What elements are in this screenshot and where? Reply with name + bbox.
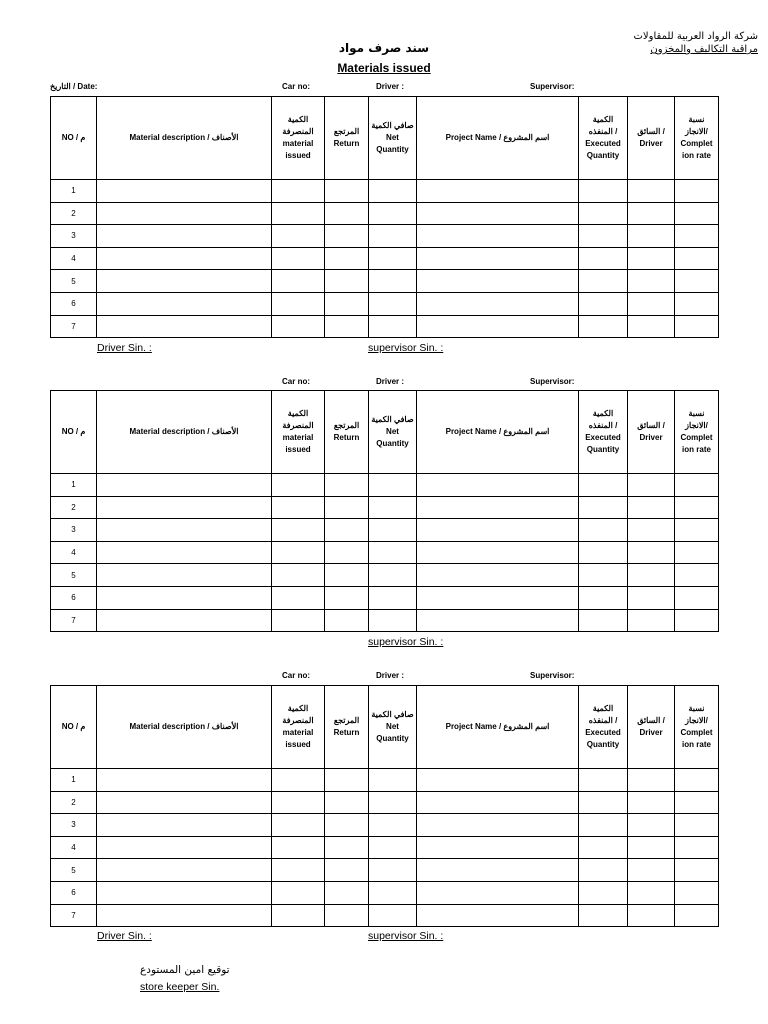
cell-executed-quantity[interactable] bbox=[579, 609, 628, 632]
cell-net-quantity[interactable] bbox=[369, 609, 417, 632]
header-no: NO / م bbox=[51, 391, 97, 474]
cell-completion-rate[interactable] bbox=[675, 225, 719, 248]
cell-completion-rate[interactable] bbox=[675, 496, 719, 519]
header-completion-rate: نسبة الانجاز/ Complet ion rate bbox=[675, 391, 719, 474]
row-number: 7 bbox=[51, 904, 97, 927]
car-no-label: Car no: bbox=[282, 671, 310, 680]
supervisor-signature-label: supervisor Sin. : bbox=[368, 930, 444, 942]
table-row bbox=[51, 315, 719, 338]
cell-completion-rate[interactable] bbox=[675, 791, 719, 814]
cell-material-issued[interactable] bbox=[272, 564, 325, 587]
table-row bbox=[51, 881, 719, 904]
cell-material-issued[interactable] bbox=[272, 791, 325, 814]
driver-label: Driver : bbox=[376, 671, 405, 680]
row-number: 3 bbox=[51, 519, 97, 542]
table-row bbox=[51, 496, 719, 519]
cell-material-issued[interactable] bbox=[272, 586, 325, 609]
supervisor-signature-label: supervisor Sin. : bbox=[368, 342, 444, 354]
header-project-name: Project Name / اسم المشروع bbox=[417, 391, 579, 474]
cell-material-issued[interactable] bbox=[272, 180, 325, 203]
cell-driver[interactable] bbox=[628, 904, 675, 927]
cell-driver[interactable] bbox=[628, 519, 675, 542]
cell-return[interactable] bbox=[325, 247, 369, 270]
cell-project-name[interactable] bbox=[417, 315, 579, 338]
cell-description[interactable] bbox=[97, 315, 272, 338]
cell-return[interactable] bbox=[325, 769, 369, 792]
cell-driver[interactable] bbox=[628, 247, 675, 270]
cell-description[interactable] bbox=[97, 791, 272, 814]
row-number: 4 bbox=[51, 836, 97, 859]
header-row bbox=[51, 686, 719, 769]
row-number: 1 bbox=[51, 474, 97, 497]
row-number: 2 bbox=[51, 791, 97, 814]
row-number: 2 bbox=[51, 202, 97, 225]
cell-material-issued[interactable] bbox=[272, 904, 325, 927]
row-number: 1 bbox=[51, 180, 97, 203]
supervisor-label: Supervisor: bbox=[530, 377, 575, 386]
cell-project-name[interactable] bbox=[417, 881, 579, 904]
row-number: 4 bbox=[51, 247, 97, 270]
cell-driver[interactable] bbox=[628, 541, 675, 564]
cell-driver[interactable] bbox=[628, 474, 675, 497]
cell-description[interactable] bbox=[97, 586, 272, 609]
driver-signature-label: Driver Sin. : bbox=[97, 342, 152, 354]
row-number: 6 bbox=[51, 292, 97, 315]
cell-project-name[interactable] bbox=[417, 769, 579, 792]
cell-project-name[interactable] bbox=[417, 519, 579, 542]
header-driver: السائق / Driver bbox=[628, 97, 675, 180]
table-row bbox=[51, 609, 719, 632]
materials-table-2 bbox=[50, 390, 719, 632]
cell-return[interactable] bbox=[325, 292, 369, 315]
cell-completion-rate[interactable] bbox=[675, 609, 719, 632]
cell-completion-rate[interactable] bbox=[675, 769, 719, 792]
cell-executed-quantity[interactable] bbox=[579, 315, 628, 338]
cell-project-name[interactable] bbox=[417, 180, 579, 203]
cell-net-quantity[interactable] bbox=[369, 225, 417, 248]
cell-return[interactable] bbox=[325, 202, 369, 225]
row-number: 3 bbox=[51, 814, 97, 837]
table-row bbox=[51, 859, 719, 882]
header-project-name: Project Name / اسم المشروع bbox=[417, 97, 579, 180]
table-row bbox=[51, 225, 719, 248]
row-number: 1 bbox=[51, 769, 97, 792]
cell-project-name[interactable] bbox=[417, 541, 579, 564]
cell-material-issued[interactable] bbox=[272, 859, 325, 882]
cell-net-quantity[interactable] bbox=[369, 292, 417, 315]
header-executed-quantity: الكمية المنفذه / Executed Quantity bbox=[579, 97, 628, 180]
cell-net-quantity[interactable] bbox=[369, 904, 417, 927]
cell-driver[interactable] bbox=[628, 609, 675, 632]
table-row bbox=[51, 836, 719, 859]
cell-description[interactable] bbox=[97, 904, 272, 927]
cell-return[interactable] bbox=[325, 180, 369, 203]
cell-description[interactable] bbox=[97, 859, 272, 882]
cell-description[interactable] bbox=[97, 814, 272, 837]
cell-driver[interactable] bbox=[628, 769, 675, 792]
cell-executed-quantity[interactable] bbox=[579, 881, 628, 904]
cell-material-issued[interactable] bbox=[272, 769, 325, 792]
cell-description[interactable] bbox=[97, 247, 272, 270]
cell-executed-quantity[interactable] bbox=[579, 564, 628, 587]
cell-return[interactable] bbox=[325, 881, 369, 904]
cell-executed-quantity[interactable] bbox=[579, 496, 628, 519]
table-row bbox=[51, 519, 719, 542]
cell-description[interactable] bbox=[97, 519, 272, 542]
cell-driver[interactable] bbox=[628, 225, 675, 248]
cell-executed-quantity[interactable] bbox=[579, 180, 628, 203]
cell-description[interactable] bbox=[97, 270, 272, 293]
table-row bbox=[51, 586, 719, 609]
cell-completion-rate[interactable] bbox=[675, 881, 719, 904]
cell-project-name[interactable] bbox=[417, 270, 579, 293]
cell-return[interactable] bbox=[325, 904, 369, 927]
cell-executed-quantity[interactable] bbox=[579, 225, 628, 248]
table-row bbox=[51, 814, 719, 837]
cell-driver[interactable] bbox=[628, 202, 675, 225]
cell-material-issued[interactable] bbox=[272, 247, 325, 270]
cell-description[interactable] bbox=[97, 564, 272, 587]
cell-executed-quantity[interactable] bbox=[579, 270, 628, 293]
cell-material-issued[interactable] bbox=[272, 292, 325, 315]
cell-net-quantity[interactable] bbox=[369, 180, 417, 203]
cell-completion-rate[interactable] bbox=[675, 292, 719, 315]
cell-driver[interactable] bbox=[628, 564, 675, 587]
company-name: شركة الرواد العربية للمقاولات bbox=[633, 31, 758, 42]
cell-material-issued[interactable] bbox=[272, 270, 325, 293]
header-driver: السائق / Driver bbox=[628, 391, 675, 474]
cell-driver[interactable] bbox=[628, 292, 675, 315]
cell-return[interactable] bbox=[325, 270, 369, 293]
row-number: 5 bbox=[51, 564, 97, 587]
cell-project-name[interactable] bbox=[417, 202, 579, 225]
cell-material-issued[interactable] bbox=[272, 496, 325, 519]
header-material-description: Material description / الأصناف bbox=[97, 97, 272, 180]
header-material-issued: الكمية المنصرفة material issued bbox=[272, 97, 325, 180]
cell-driver[interactable] bbox=[628, 315, 675, 338]
cell-return[interactable] bbox=[325, 791, 369, 814]
store-keeper-label-arabic: توقيع امين المستودع bbox=[140, 964, 230, 976]
table-row bbox=[51, 270, 719, 293]
cell-net-quantity[interactable] bbox=[369, 769, 417, 792]
date-label: التاريخ / Date: bbox=[50, 82, 98, 91]
cell-project-name[interactable] bbox=[417, 474, 579, 497]
header-net-quantity: صافي الكمية Net Quantity bbox=[369, 97, 417, 180]
header-executed-quantity: الكمية المنفذه / Executed Quantity bbox=[579, 686, 628, 769]
cell-net-quantity[interactable] bbox=[369, 496, 417, 519]
header-project-name: Project Name / اسم المشروع bbox=[417, 686, 579, 769]
cell-completion-rate[interactable] bbox=[675, 180, 719, 203]
row-number: 6 bbox=[51, 881, 97, 904]
supervisor-label: Supervisor: bbox=[530, 671, 575, 680]
cell-net-quantity[interactable] bbox=[369, 881, 417, 904]
cell-completion-rate[interactable] bbox=[675, 904, 719, 927]
cell-driver[interactable] bbox=[628, 496, 675, 519]
header-no: NO / م bbox=[51, 97, 97, 180]
cell-net-quantity[interactable] bbox=[369, 541, 417, 564]
cell-material-issued[interactable] bbox=[272, 881, 325, 904]
cell-project-name[interactable] bbox=[417, 791, 579, 814]
cell-net-quantity[interactable] bbox=[369, 202, 417, 225]
materials-table-1 bbox=[50, 96, 719, 338]
cell-description[interactable] bbox=[97, 609, 272, 632]
table-row bbox=[51, 474, 719, 497]
cell-driver[interactable] bbox=[628, 270, 675, 293]
cell-completion-rate[interactable] bbox=[675, 586, 719, 609]
cell-return[interactable] bbox=[325, 315, 369, 338]
cell-description[interactable] bbox=[97, 541, 272, 564]
header-executed-quantity: الكمية المنفذه / Executed Quantity bbox=[579, 391, 628, 474]
cell-completion-rate[interactable] bbox=[675, 519, 719, 542]
cell-return[interactable] bbox=[325, 496, 369, 519]
cell-project-name[interactable] bbox=[417, 836, 579, 859]
cell-driver[interactable] bbox=[628, 859, 675, 882]
cell-return[interactable] bbox=[325, 225, 369, 248]
header-return: المرتجع Return bbox=[325, 686, 369, 769]
cell-material-issued[interactable] bbox=[272, 541, 325, 564]
table-row bbox=[51, 564, 719, 587]
cell-executed-quantity[interactable] bbox=[579, 836, 628, 859]
cell-return[interactable] bbox=[325, 586, 369, 609]
cell-executed-quantity[interactable] bbox=[579, 791, 628, 814]
cell-completion-rate[interactable] bbox=[675, 541, 719, 564]
cell-material-issued[interactable] bbox=[272, 814, 325, 837]
cell-project-name[interactable] bbox=[417, 496, 579, 519]
cell-description[interactable] bbox=[97, 225, 272, 248]
cell-material-issued[interactable] bbox=[272, 836, 325, 859]
cell-completion-rate[interactable] bbox=[675, 564, 719, 587]
header-return: المرتجع Return bbox=[325, 97, 369, 180]
store-keeper-signature bbox=[140, 962, 230, 996]
cell-driver[interactable] bbox=[628, 586, 675, 609]
table-row bbox=[51, 180, 719, 203]
cell-material-issued[interactable] bbox=[272, 315, 325, 338]
cell-net-quantity[interactable] bbox=[369, 519, 417, 542]
cell-driver[interactable] bbox=[628, 180, 675, 203]
header-driver: السائق / Driver bbox=[628, 686, 675, 769]
cell-description[interactable] bbox=[97, 292, 272, 315]
cell-project-name[interactable] bbox=[417, 586, 579, 609]
cell-return[interactable] bbox=[325, 519, 369, 542]
cell-net-quantity[interactable] bbox=[369, 586, 417, 609]
header-completion-rate: نسبة الانجاز/ Complet ion rate bbox=[675, 97, 719, 180]
cell-executed-quantity[interactable] bbox=[579, 904, 628, 927]
cell-project-name[interactable] bbox=[417, 814, 579, 837]
row-number: 4 bbox=[51, 541, 97, 564]
table-row bbox=[51, 791, 719, 814]
supervisor-label: Supervisor: bbox=[530, 82, 575, 91]
cell-driver[interactable] bbox=[628, 814, 675, 837]
row-number: 5 bbox=[51, 270, 97, 293]
cell-description[interactable] bbox=[97, 202, 272, 225]
cell-description[interactable] bbox=[97, 881, 272, 904]
cell-executed-quantity[interactable] bbox=[579, 541, 628, 564]
cell-project-name[interactable] bbox=[417, 859, 579, 882]
cell-return[interactable] bbox=[325, 859, 369, 882]
cell-net-quantity[interactable] bbox=[369, 474, 417, 497]
header-row bbox=[51, 97, 719, 180]
cell-material-issued[interactable] bbox=[272, 225, 325, 248]
cell-executed-quantity[interactable] bbox=[579, 859, 628, 882]
header-material-description: Material description / الأصناف bbox=[97, 391, 272, 474]
title-arabic: سند صرف مواد bbox=[338, 41, 430, 55]
table-row bbox=[51, 541, 719, 564]
cell-net-quantity[interactable] bbox=[369, 836, 417, 859]
cell-net-quantity[interactable] bbox=[369, 315, 417, 338]
cell-net-quantity[interactable] bbox=[369, 564, 417, 587]
header-no: NO / م bbox=[51, 686, 97, 769]
cell-return[interactable] bbox=[325, 541, 369, 564]
cell-net-quantity[interactable] bbox=[369, 791, 417, 814]
driver-signature-label: Driver Sin. : bbox=[97, 930, 152, 942]
cell-completion-rate[interactable] bbox=[675, 859, 719, 882]
row-number: 2 bbox=[51, 496, 97, 519]
cell-executed-quantity[interactable] bbox=[579, 292, 628, 315]
cell-material-issued[interactable] bbox=[272, 519, 325, 542]
cell-completion-rate[interactable] bbox=[675, 814, 719, 837]
table-row bbox=[51, 247, 719, 270]
row-number: 7 bbox=[51, 609, 97, 632]
car-no-label: Car no: bbox=[282, 377, 310, 386]
cell-driver[interactable] bbox=[628, 836, 675, 859]
cell-executed-quantity[interactable] bbox=[579, 519, 628, 542]
department-name: مراقبة التكاليف والمخزون bbox=[650, 44, 758, 55]
header-net-quantity: صافي الكمية Net Quantity bbox=[369, 391, 417, 474]
cell-executed-quantity[interactable] bbox=[579, 769, 628, 792]
cell-net-quantity[interactable] bbox=[369, 814, 417, 837]
table-row bbox=[51, 292, 719, 315]
header-row bbox=[51, 391, 719, 474]
cell-material-issued[interactable] bbox=[272, 202, 325, 225]
header-return: المرتجع Return bbox=[325, 391, 369, 474]
header-material-issued: الكمية المنصرفة material issued bbox=[272, 391, 325, 474]
cell-material-issued[interactable] bbox=[272, 474, 325, 497]
row-number: 6 bbox=[51, 586, 97, 609]
cell-project-name[interactable] bbox=[417, 609, 579, 632]
cell-description[interactable] bbox=[97, 769, 272, 792]
cell-executed-quantity[interactable] bbox=[579, 474, 628, 497]
cell-completion-rate[interactable] bbox=[675, 836, 719, 859]
cell-project-name[interactable] bbox=[417, 564, 579, 587]
cell-return[interactable] bbox=[325, 814, 369, 837]
cell-return[interactable] bbox=[325, 836, 369, 859]
cell-driver[interactable] bbox=[628, 881, 675, 904]
cell-completion-rate[interactable] bbox=[675, 474, 719, 497]
header-material-issued: الكمية المنصرفة material issued bbox=[272, 686, 325, 769]
cell-material-issued[interactable] bbox=[272, 609, 325, 632]
materials-table-3 bbox=[50, 685, 719, 927]
title-english: Materials issued bbox=[337, 61, 431, 75]
cell-return[interactable] bbox=[325, 564, 369, 587]
store-keeper-label-english: store keeper Sin. bbox=[140, 981, 220, 993]
cell-description[interactable] bbox=[97, 474, 272, 497]
cell-executed-quantity[interactable] bbox=[579, 814, 628, 837]
cell-return[interactable] bbox=[325, 474, 369, 497]
cell-project-name[interactable] bbox=[417, 225, 579, 248]
driver-label: Driver : bbox=[376, 377, 405, 386]
header-net-quantity: صافي الكمية Net Quantity bbox=[369, 686, 417, 769]
cell-executed-quantity[interactable] bbox=[579, 586, 628, 609]
cell-driver[interactable] bbox=[628, 791, 675, 814]
cell-completion-rate[interactable] bbox=[675, 202, 719, 225]
table-row bbox=[51, 904, 719, 927]
row-number: 5 bbox=[51, 859, 97, 882]
cell-net-quantity[interactable] bbox=[369, 247, 417, 270]
row-number: 7 bbox=[51, 315, 97, 338]
cell-description[interactable] bbox=[97, 180, 272, 203]
cell-completion-rate[interactable] bbox=[675, 247, 719, 270]
cell-executed-quantity[interactable] bbox=[579, 202, 628, 225]
cell-completion-rate[interactable] bbox=[675, 270, 719, 293]
header-material-description: Material description / الأصناف bbox=[97, 686, 272, 769]
cell-net-quantity[interactable] bbox=[369, 270, 417, 293]
cell-description[interactable] bbox=[97, 496, 272, 519]
row-number: 3 bbox=[51, 225, 97, 248]
cell-project-name[interactable] bbox=[417, 247, 579, 270]
cell-completion-rate[interactable] bbox=[675, 315, 719, 338]
cell-description[interactable] bbox=[97, 836, 272, 859]
cell-project-name[interactable] bbox=[417, 292, 579, 315]
header-completion-rate: نسبة الانجاز/ Complet ion rate bbox=[675, 686, 719, 769]
cell-executed-quantity[interactable] bbox=[579, 247, 628, 270]
table-row bbox=[51, 202, 719, 225]
cell-return[interactable] bbox=[325, 609, 369, 632]
cell-net-quantity[interactable] bbox=[369, 859, 417, 882]
driver-label: Driver : bbox=[376, 82, 405, 91]
cell-project-name[interactable] bbox=[417, 904, 579, 927]
car-no-label: Car no: bbox=[282, 82, 310, 91]
table-row bbox=[51, 769, 719, 792]
supervisor-signature-label: supervisor Sin. : bbox=[368, 636, 444, 648]
